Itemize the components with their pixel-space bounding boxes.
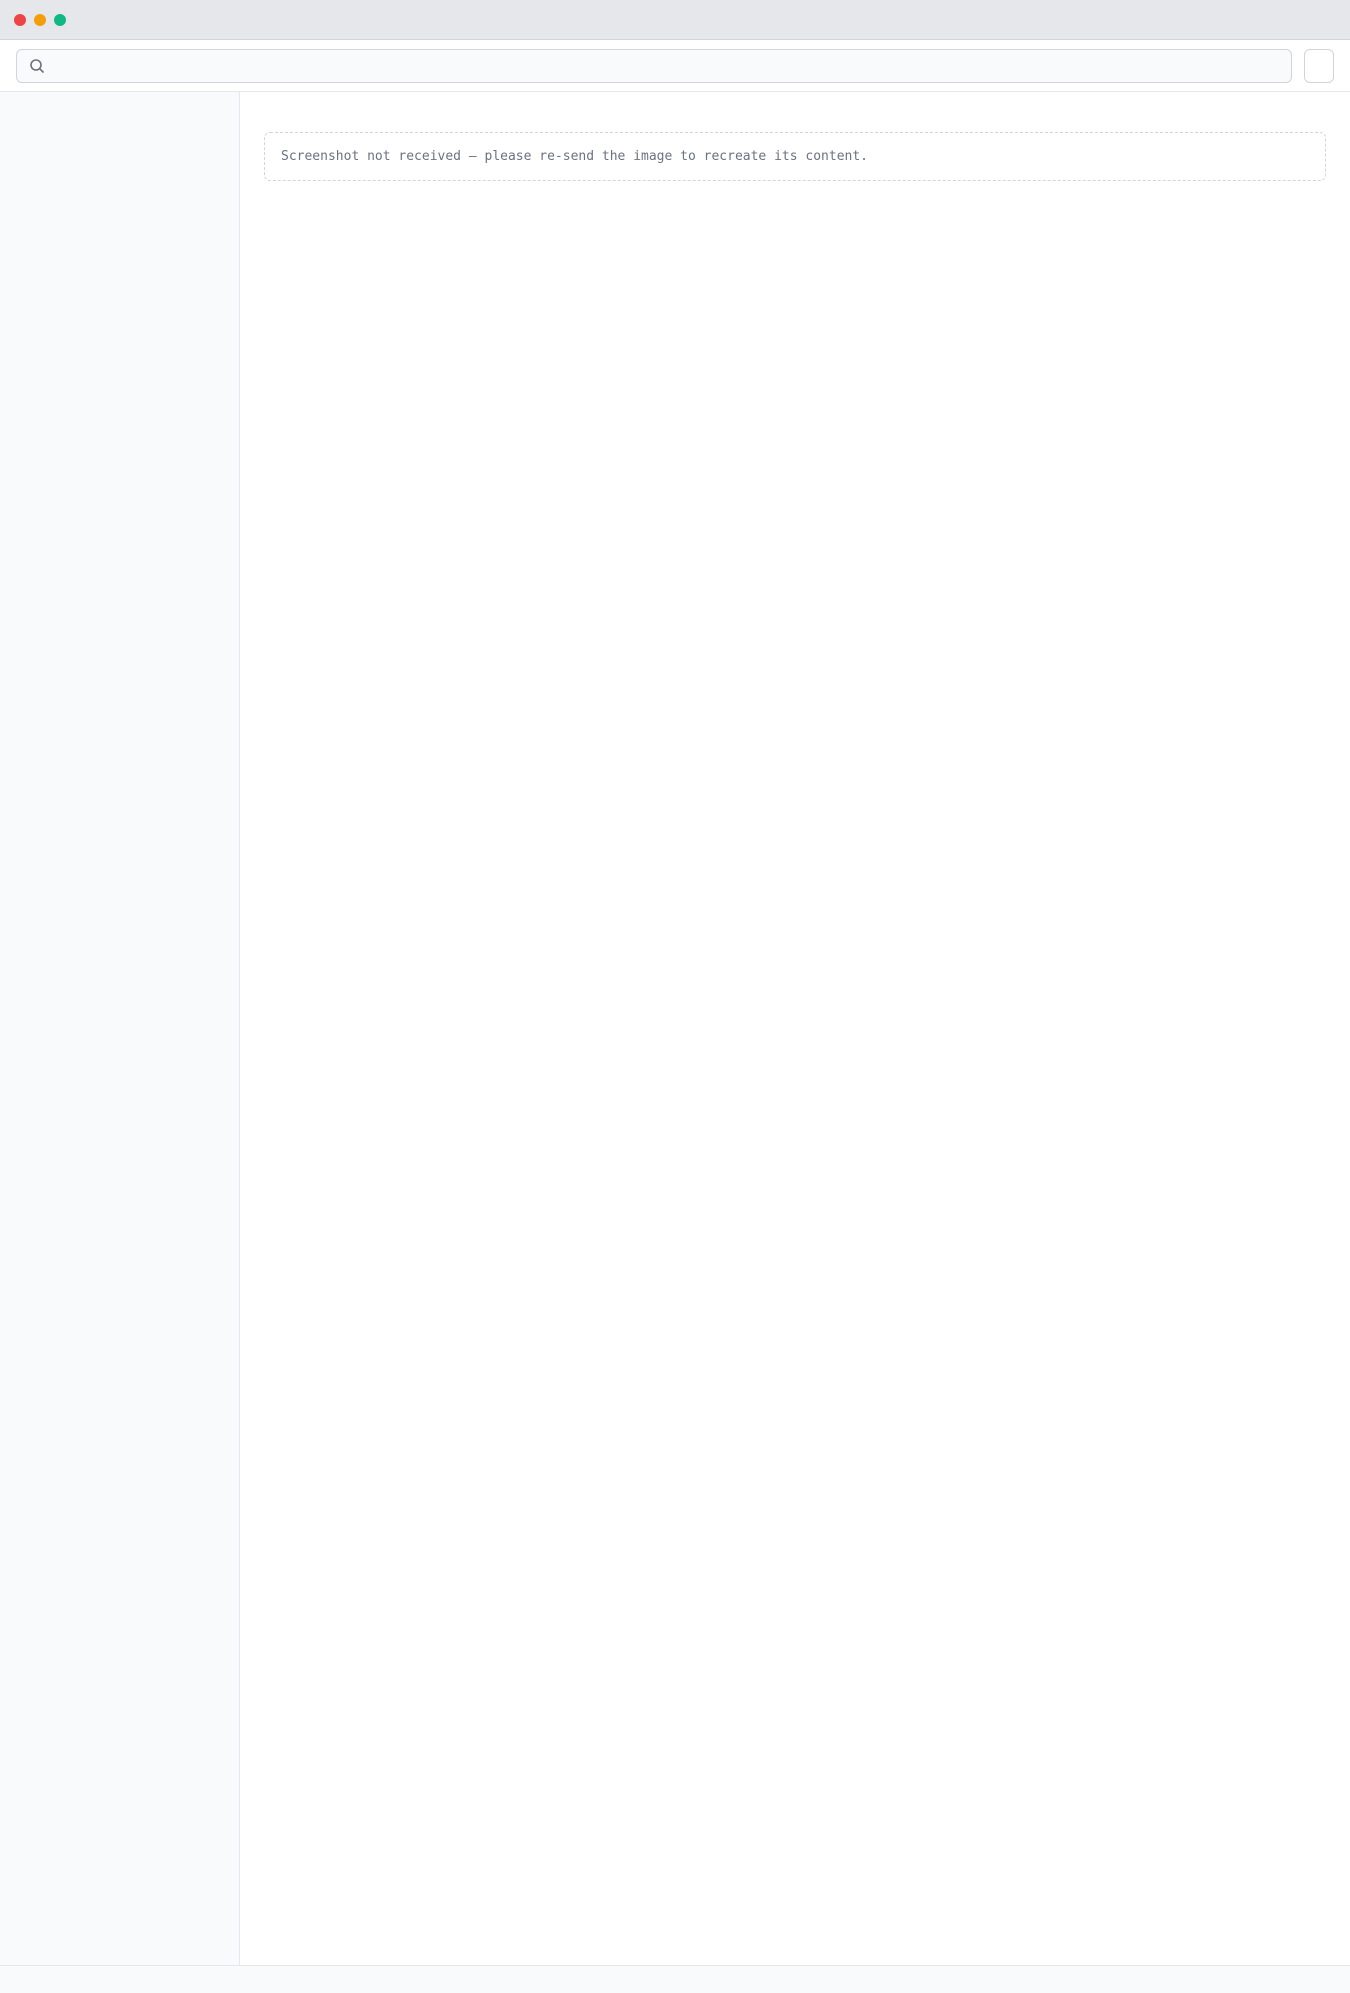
sidebar — [0, 92, 240, 1965]
toolbar — [0, 40, 1350, 92]
window-controls — [14, 14, 66, 26]
close-window-button[interactable] — [14, 14, 26, 26]
content-area — [0, 92, 1350, 1965]
main-panel — [240, 92, 1350, 1965]
title-bar — [0, 0, 1350, 40]
maximize-window-button[interactable] — [54, 14, 66, 26]
minimize-window-button[interactable] — [34, 14, 46, 26]
search-input[interactable] — [53, 58, 1279, 74]
search-box[interactable] — [16, 49, 1292, 83]
missing-image-note: Screenshot not received — please re-send the image to recreate its content. — [264, 132, 1326, 181]
primary-button[interactable] — [1304, 49, 1334, 83]
status-bar — [0, 1965, 1350, 1993]
search-icon — [29, 58, 45, 74]
